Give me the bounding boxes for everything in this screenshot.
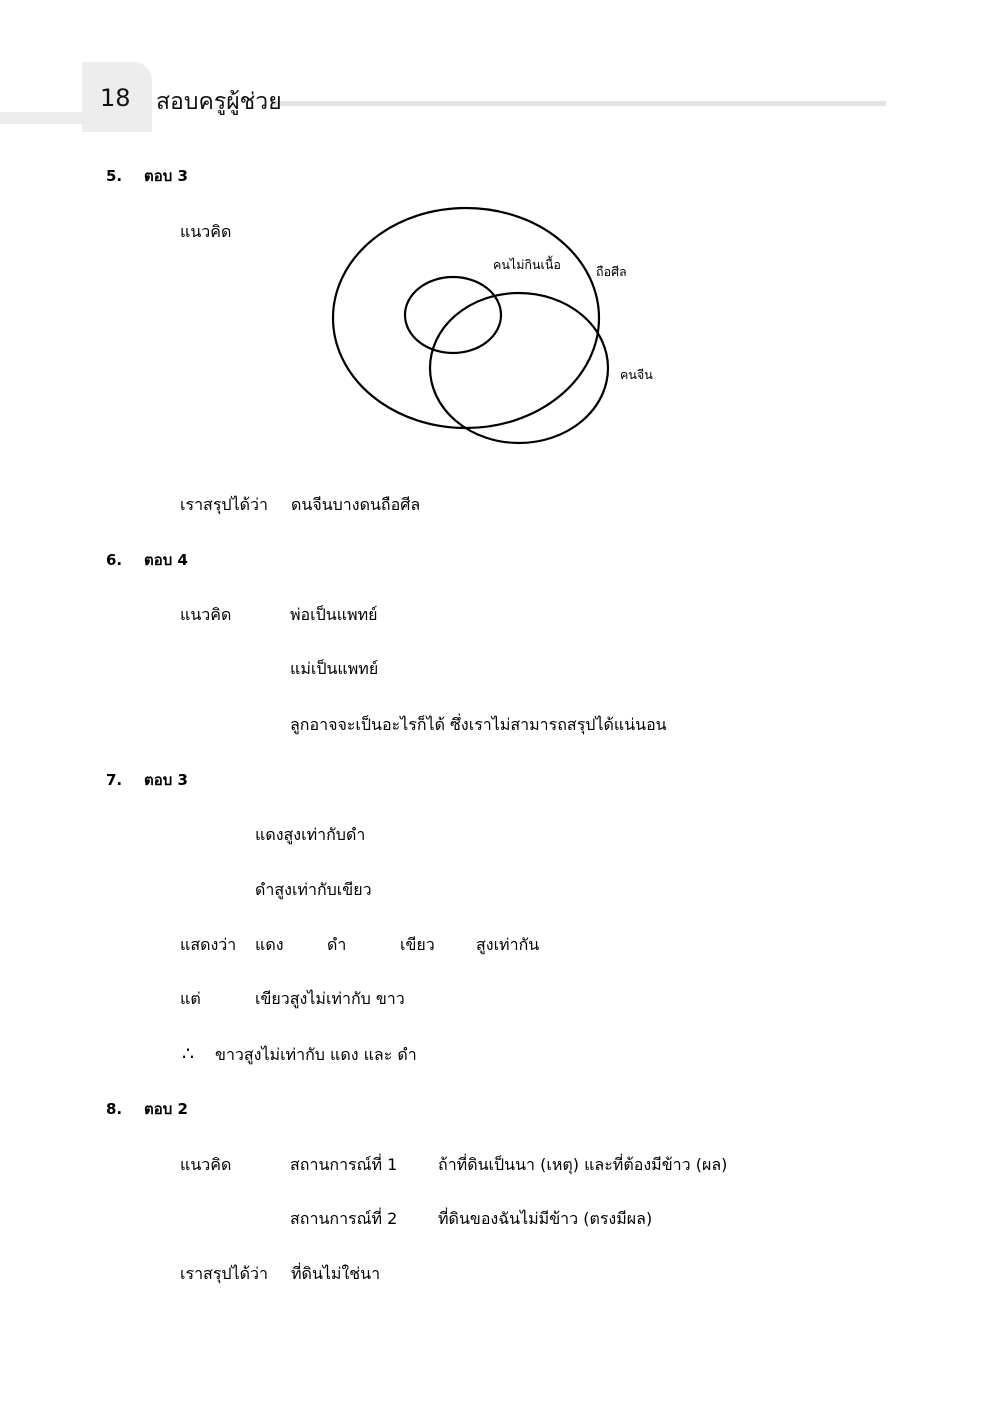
- q6-concept-label: แนวคิด: [180, 605, 232, 624]
- q5-conclusion: ดนจีนบางดนถือศีล: [291, 495, 421, 514]
- q7-number: 7.: [106, 771, 123, 789]
- q8-case2-text: ที่ดินของฉันไม่มีข้าว (ตรงมีผล): [438, 1209, 653, 1228]
- venn-label-no-meat: คนไม่กินเนื้อ: [493, 257, 561, 272]
- venn-circle-chinese: [430, 293, 608, 443]
- header-rule: [272, 101, 886, 106]
- q7-line-2: ดำสูงเท่ากับเขียว: [255, 880, 372, 899]
- q7-shows-label: แสดงว่า: [180, 935, 237, 954]
- q8-conclusion-label: เราสรุปได้ว่า: [180, 1264, 268, 1283]
- q5-answer: ตอบ 3: [144, 167, 188, 185]
- therefore-symbol: ∴: [182, 1043, 195, 1065]
- page-title: สอบครูผู้ช่วย: [156, 89, 282, 115]
- q8-case2-label: สถานการณ์ที่ 2: [290, 1209, 398, 1228]
- q6-answer: ตอบ 4: [144, 551, 188, 569]
- q7-but-text: เขียวสูงไม่เท่ากับ ขาว: [255, 989, 405, 1008]
- q6-line-1: พ่อเป็นแพทย์: [290, 605, 378, 624]
- q8-answer: ตอบ 2: [144, 1100, 188, 1118]
- venn-circle-no-meat: [405, 277, 501, 353]
- page-number: 18: [100, 84, 131, 112]
- q7-shows-item: สูงเท่ากัน: [476, 935, 540, 954]
- q7-answer: ตอบ 3: [144, 771, 188, 789]
- q7-line-1: แดงสูงเท่ากับดำ: [255, 825, 366, 844]
- q5-conclusion-label: เราสรุปได้ว่า: [180, 495, 268, 514]
- q8-conclusion: ที่ดินไม่ใช่นา: [291, 1264, 381, 1283]
- q6-line-2: แม่เป็นแพทย์: [290, 659, 379, 678]
- q8-case1-label: สถานการณ์ที่ 1: [290, 1155, 398, 1174]
- q6-number: 6.: [106, 551, 123, 569]
- q7-therefore-text: ขาวสูงไม่เท่ากับ แดง และ ดำ: [215, 1045, 417, 1064]
- q5-concept-label: แนวคิด: [180, 222, 232, 241]
- venn-label-chinese: คนจีน: [620, 367, 653, 382]
- venn-diagram: [320, 200, 670, 470]
- header-strip: [0, 112, 90, 124]
- q6-line-3: ลูกอาจจะเป็นอะไรก็ได้ ซึ่งเราไม่สามารถสรุปได้แน่นอน: [290, 715, 667, 734]
- venn-circle-precepts: [333, 208, 599, 428]
- q8-concept-label: แนวคิด: [180, 1155, 232, 1174]
- q8-number: 8.: [106, 1100, 123, 1118]
- q7-shows-item: เขียว: [400, 935, 435, 954]
- q7-but-label: แต่: [180, 989, 201, 1008]
- q7-shows-item: แดง: [255, 935, 284, 954]
- q5-number: 5.: [106, 167, 123, 185]
- q7-shows-item: ดำ: [327, 935, 347, 954]
- q8-case1-text: ถ้าที่ดินเป็นนา (เหตุ) และที่ต้องมีข้าว (ผล): [438, 1155, 728, 1174]
- venn-label-precepts: ถือศีล: [596, 264, 627, 279]
